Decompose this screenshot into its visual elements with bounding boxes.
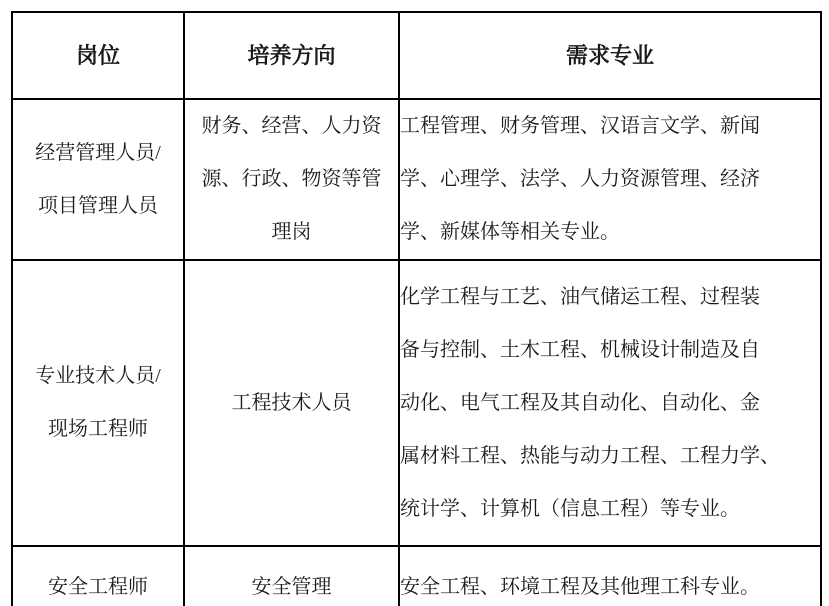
cell-position: 经营管理人员/ 项目管理人员 — [12, 99, 184, 260]
header-cell-direction: 培养方向 — [184, 12, 399, 99]
cell-direction: 工程技术人员 — [184, 260, 399, 546]
cell-direction: 财务、经营、人力资 源、行政、物资等管 理岗 — [184, 99, 399, 260]
cell-direction: 安全管理 — [184, 546, 399, 606]
cell-majors: 化学工程与工艺、油气储运工程、过程装 备与控制、土木工程、机械设计制造及自 动化、电气工程及其自动化、自动化、金 属材料工程、热能与动力工程、工程力学、 统计学、计算机（信息工程）等专业。 — [399, 260, 821, 546]
cell-position: 安全工程师 — [12, 546, 184, 606]
header-row — [12, 12, 821, 99]
recruitment-table — [11, 11, 822, 606]
table-row — [12, 260, 821, 546]
table-row — [12, 99, 821, 260]
header-cell-position: 岗位 — [12, 12, 184, 99]
cell-majors: 安全工程、环境工程及其他理工科专业。 — [399, 546, 821, 606]
cell-position: 专业技术人员/ 现场工程师 — [12, 260, 184, 546]
cell-majors: 工程管理、财务管理、汉语言文学、新闻 学、心理学、法学、人力资源管理、经济 学、新媒体等相关专业。 — [399, 99, 821, 260]
header-cell-majors: 需求专业 — [399, 12, 821, 99]
table-row — [12, 546, 821, 606]
